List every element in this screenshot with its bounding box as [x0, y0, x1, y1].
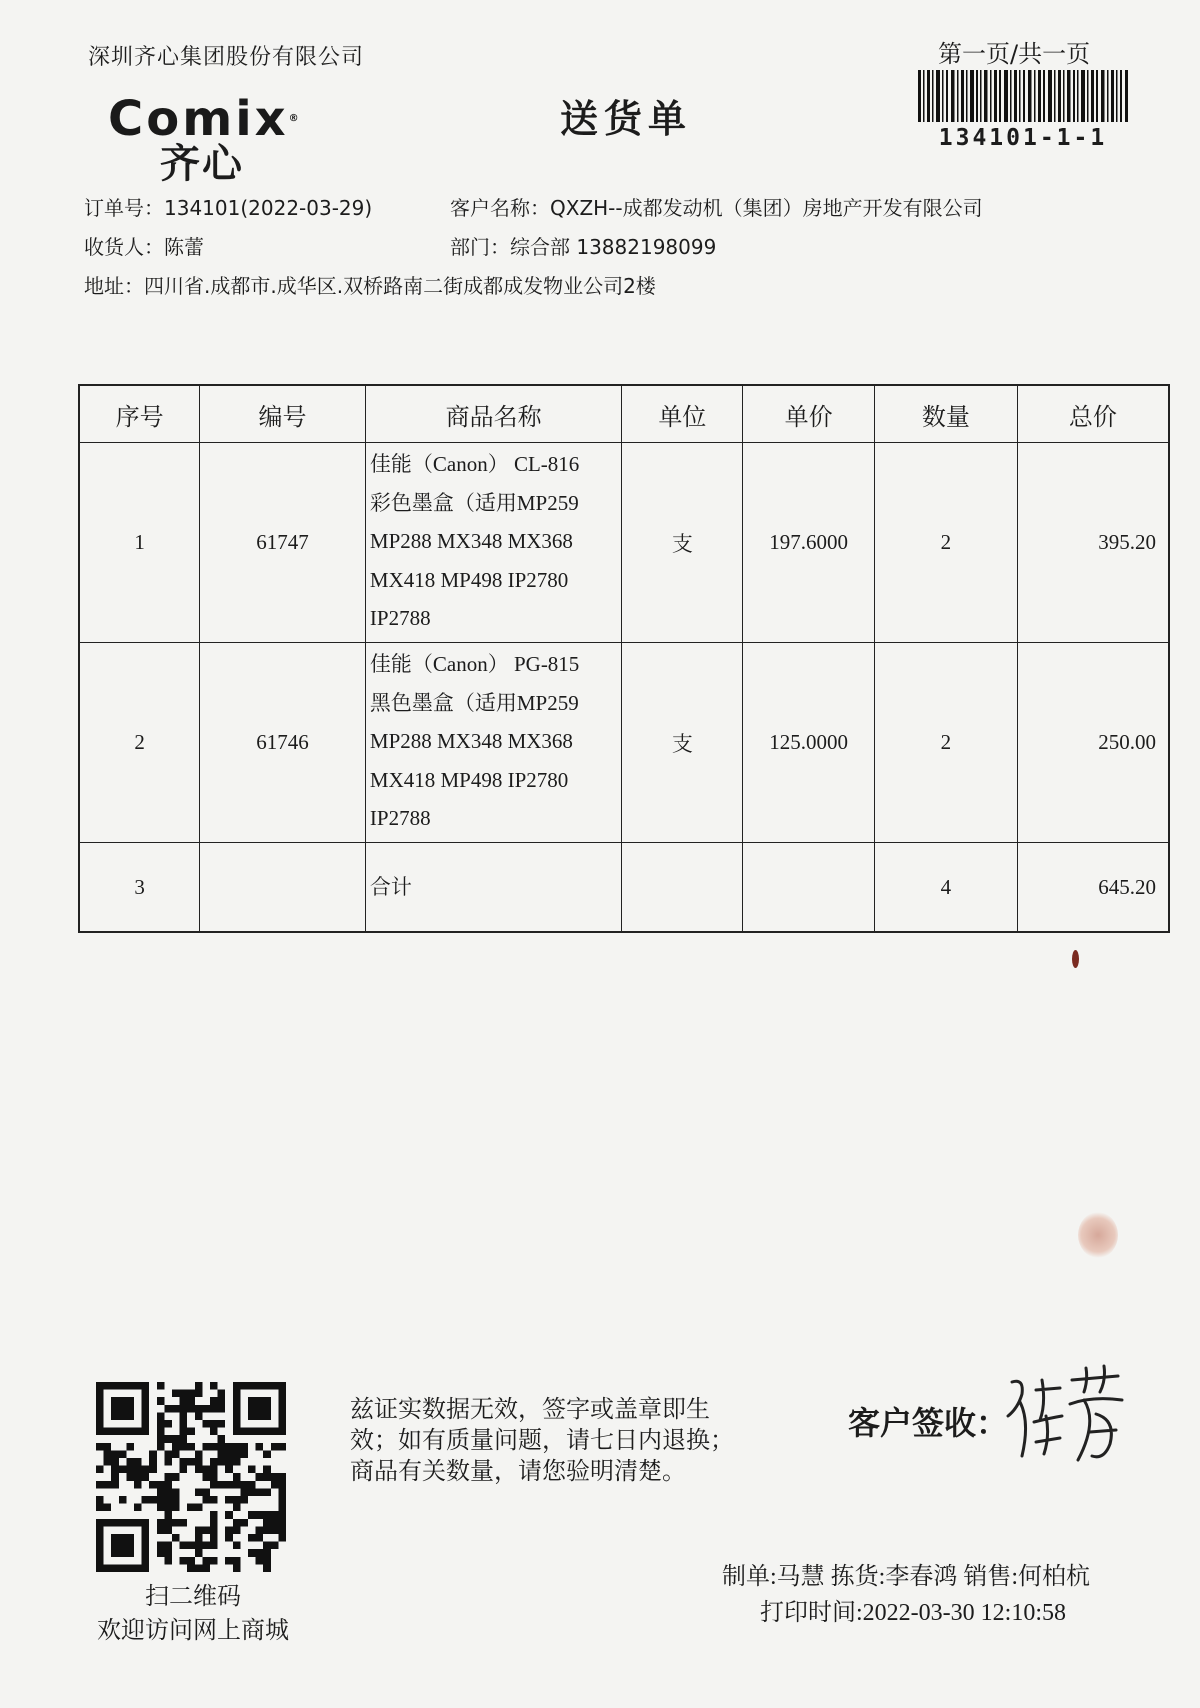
product-name-line: MP288 MX348 MX368 [369, 529, 573, 553]
customer-sign-label: 客户签收： [848, 1404, 1009, 1442]
cell-product-name [365, 443, 622, 643]
cell-total: 395.20 [1017, 443, 1169, 643]
product-name-line: IP2788 [369, 806, 431, 830]
cell-qty: 4 [875, 843, 1018, 933]
product-name-line: 佳能（Canon） PG-815 [369, 652, 580, 676]
logo-cn-text: 齐心 [160, 141, 244, 187]
notice-text [350, 1394, 780, 1487]
table-row [79, 643, 1169, 843]
items-table [78, 384, 1170, 933]
logo-reg-mark: ® [288, 113, 302, 124]
table-header-row [79, 385, 1169, 443]
cell-product-name [365, 843, 622, 933]
barcode-number: 134101-1-1 [938, 125, 1108, 151]
cell-total: 250.00 [1017, 643, 1169, 843]
col-header-qty: 数量 [875, 385, 1018, 443]
cell-seq: 1 [79, 443, 200, 643]
company-name: 深圳齐心集团股份有限公司 [88, 45, 365, 70]
col-header-name: 商品名称 [365, 385, 622, 443]
cell-qty: 2 [875, 643, 1018, 843]
product-name-line: MX418 MP498 IP2780 [369, 767, 569, 792]
qr-caption-line-1: 扫二维码 [145, 1584, 241, 1610]
stain-mark [1078, 1212, 1118, 1258]
cell-qty: 2 [875, 443, 1018, 643]
notice-line: 商品有关数量，请您验明清楚。 [350, 1457, 686, 1485]
col-header-price: 单价 [743, 385, 875, 443]
qr-code [96, 1382, 286, 1572]
table-row [79, 443, 1169, 643]
cell-unit: 支 [622, 643, 743, 843]
cell-seq: 2 [79, 643, 200, 843]
table-row-total [79, 843, 1169, 933]
col-header-total: 总价 [1017, 385, 1169, 443]
document-title: 送货单 [560, 97, 693, 141]
cell-code [200, 843, 366, 933]
cell-total: 645.20 [1017, 843, 1169, 933]
cell-product-name [365, 643, 622, 843]
notice-line: 效；如有质量问题，请七日内退换； [350, 1426, 734, 1454]
notice-line: 兹证实数据无效，签字或盖章即生 [350, 1395, 710, 1423]
address: 地址：四川省.成都市.成华区.双桥路南二街成都成发物业公司2楼 [84, 274, 656, 298]
cell-code: 61747 [200, 443, 366, 643]
customer-name: 客户名称：QXZH--成都发动机（集团）房地产开发有限公司 [450, 196, 983, 220]
comix-logo [108, 91, 340, 187]
cell-unit [622, 843, 743, 933]
cell-price: 125.0000 [743, 643, 875, 843]
product-name-line: IP2788 [369, 606, 431, 630]
handwritten-signature [1000, 1360, 1130, 1470]
col-header-seq: 序号 [79, 385, 200, 443]
ink-stain [1072, 950, 1079, 968]
product-name-line: 黑色墨盒（适用MP259 [369, 690, 579, 715]
order-number: 订单号：134101(2022-03-29) [84, 196, 373, 220]
product-name-line: 彩色墨盒（适用MP259 [369, 490, 579, 515]
col-header-unit: 单位 [622, 385, 743, 443]
sum-label: 合计 [369, 874, 412, 899]
qr-caption [68, 1580, 318, 1648]
staff-line: 制单:马慧 拣货:李春鸿 销售:何柏杭 [722, 1564, 1091, 1590]
product-name-line: MP288 MX348 MX368 [369, 729, 573, 753]
logo-en-text: Comix [108, 91, 289, 147]
barcode [918, 70, 1128, 122]
page-info: 第一页/共一页 [938, 40, 1091, 68]
receiver: 收货人：陈蕾 [84, 235, 204, 259]
product-name-line: MX418 MP498 IP2780 [369, 567, 569, 592]
department: 部门：综合部 13882198099 [450, 235, 717, 259]
cell-price [743, 843, 875, 933]
cell-unit: 支 [622, 443, 743, 643]
qr-caption-line-2: 欢迎访问网上商城 [97, 1618, 289, 1644]
cell-seq: 3 [79, 843, 200, 933]
cell-price: 197.6000 [743, 443, 875, 643]
print-time: 打印时间:2022-03-30 12:10:58 [760, 1600, 1066, 1626]
product-name-line: 佳能（Canon） CL-816 [369, 452, 580, 476]
cell-code: 61746 [200, 643, 366, 843]
col-header-code: 编号 [200, 385, 366, 443]
